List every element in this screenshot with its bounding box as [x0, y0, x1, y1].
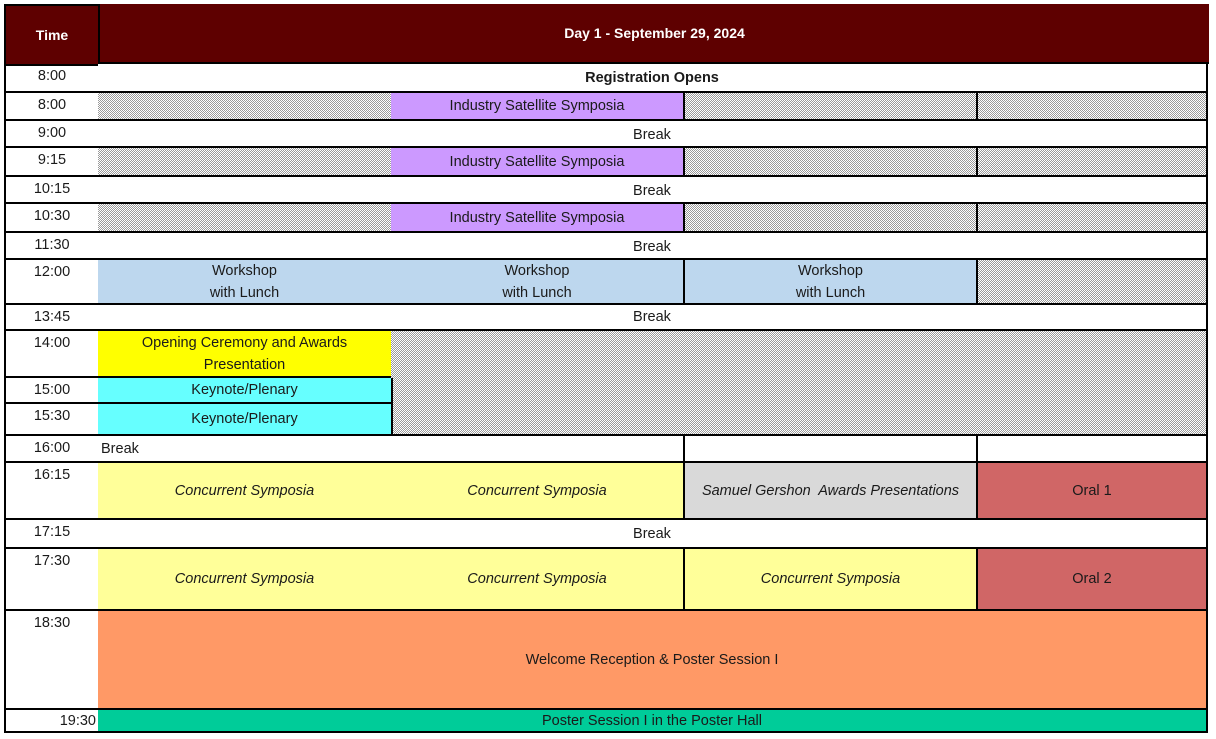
awards-presentation-cell: Samuel Gershon Awards Presentations [685, 463, 978, 520]
keynote-cell: Keynote/Plenary [98, 378, 393, 404]
unavailable-slot [98, 93, 393, 121]
unavailable-slot [978, 204, 1208, 233]
keynote-cell: Keynote/Plenary [98, 404, 393, 436]
workshop-line2: with Lunch [209, 284, 280, 301]
time-label: 19:30 [4, 710, 100, 733]
concurrent-symposia-cell: Concurrent Symposia [391, 549, 685, 611]
time-label: 10:30 [4, 204, 100, 233]
oral-session-cell: Oral 1 [978, 463, 1208, 520]
day-title-header: Day 1 - September 29, 2024 [100, 4, 1209, 64]
workshop-line1: Workshop [797, 262, 863, 279]
break-cell: Break [98, 305, 1208, 331]
industry-symposia-cell: Industry Satellite Symposia [391, 204, 685, 233]
time-label: 14:00 [4, 331, 100, 378]
workshop-cell [98, 260, 393, 305]
unavailable-slot [391, 331, 1208, 436]
empty-cell [391, 436, 685, 463]
opening-line1: Opening Ceremony and Awards [141, 334, 348, 351]
unavailable-slot [978, 260, 1208, 305]
time-column-header: Time [4, 4, 100, 66]
opening-line2: Presentation [203, 356, 286, 373]
time-label: 16:15 [4, 463, 100, 520]
workshop-line2: with Lunch [502, 284, 572, 301]
oral-session-cell: Oral 2 [978, 549, 1208, 611]
unavailable-slot [978, 148, 1208, 177]
time-label: 15:30 [4, 404, 100, 436]
time-label: 8:00 [4, 64, 100, 93]
empty-cell [978, 436, 1208, 463]
break-cell: Break [98, 520, 1208, 549]
time-label: 18:30 [4, 611, 100, 710]
break-cell: Break [98, 233, 1208, 260]
time-label: 17:30 [4, 549, 100, 611]
concurrent-symposia-cell: Concurrent Symposia [391, 463, 685, 520]
workshop-line1: Workshop [211, 262, 277, 279]
unavailable-slot [98, 204, 393, 233]
break-cell: Break [98, 121, 1208, 148]
unavailable-slot [685, 148, 978, 177]
workshop-line1: Workshop [504, 262, 570, 279]
concurrent-symposia-cell: Concurrent Symposia [98, 549, 393, 611]
workshop-cell [685, 260, 978, 305]
schedule-grid [4, 4, 1209, 734]
empty-cell [685, 436, 978, 463]
poster-session-cell: Poster Session I in the Poster Hall [98, 710, 1208, 733]
time-label: 10:15 [4, 177, 100, 204]
unavailable-slot [685, 93, 978, 121]
time-label: 8:00 [4, 93, 100, 121]
time-label: 15:00 [4, 378, 100, 404]
break-cell: Break [98, 177, 1208, 204]
time-label: 11:30 [4, 233, 100, 260]
time-label: 13:45 [4, 305, 100, 331]
concurrent-symposia-cell: Concurrent Symposia [685, 549, 978, 611]
workshop-cell [391, 260, 685, 305]
time-label: 17:15 [4, 520, 100, 549]
unavailable-slot [98, 148, 393, 177]
workshop-line2: with Lunch [795, 284, 866, 301]
break-cell: Break [98, 436, 393, 463]
registration-cell: Registration Opens [98, 64, 1208, 93]
welcome-reception-cell: Welcome Reception & Poster Session I [98, 611, 1208, 710]
industry-symposia-cell: Industry Satellite Symposia [391, 148, 685, 177]
time-label: 16:00 [4, 436, 100, 463]
industry-symposia-cell: Industry Satellite Symposia [391, 93, 685, 121]
opening-ceremony-cell [98, 331, 393, 378]
time-label: 9:00 [4, 121, 100, 148]
time-label: 9:15 [4, 148, 100, 177]
unavailable-slot [978, 93, 1208, 121]
concurrent-symposia-cell: Concurrent Symposia [98, 463, 393, 520]
time-label: 12:00 [4, 260, 100, 305]
unavailable-slot [685, 204, 978, 233]
